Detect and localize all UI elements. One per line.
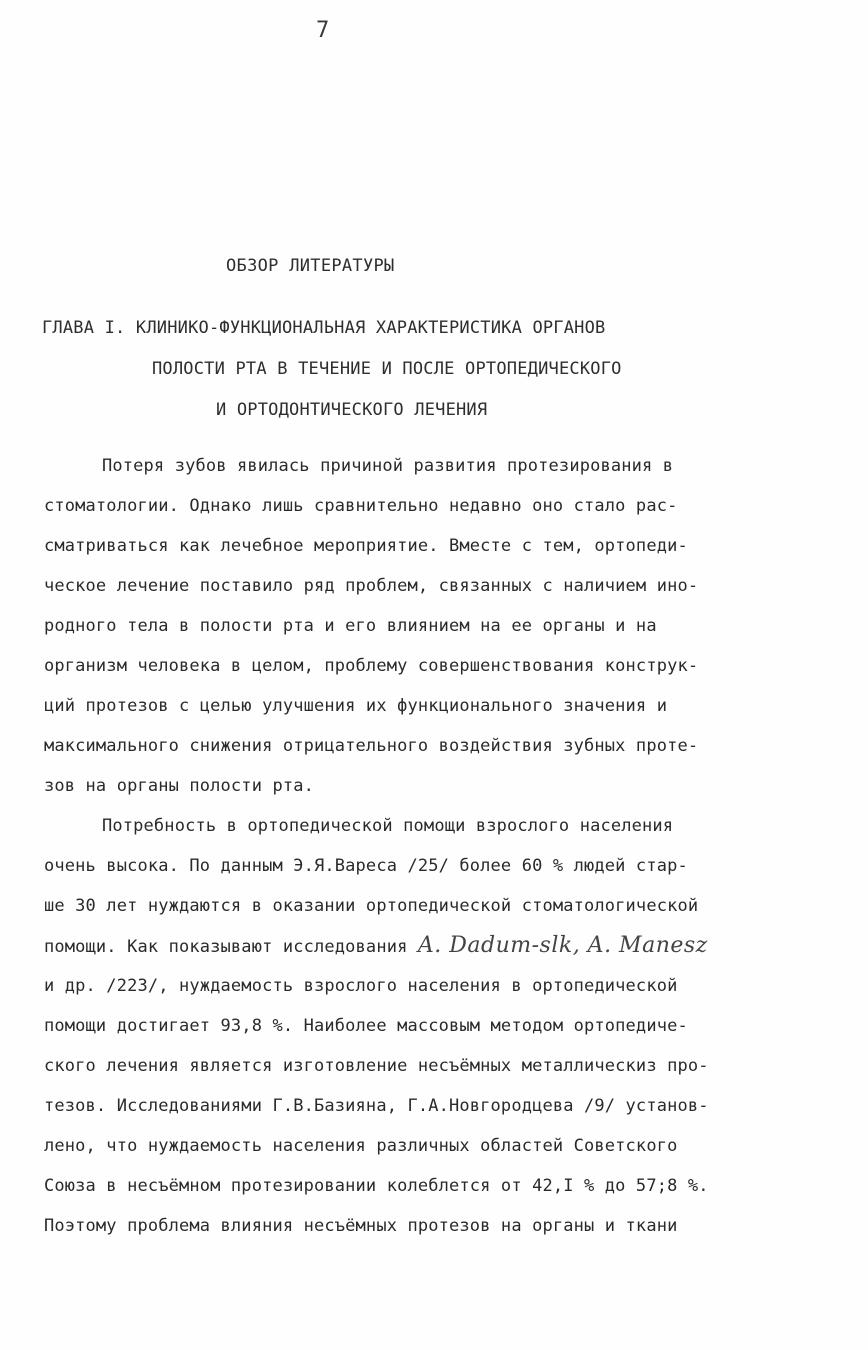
text-line: ше 30 лет нуждаются в оказании ортопедической стоматологической (44, 896, 699, 916)
text-line-with-handwriting (44, 934, 824, 974)
text-line: ческое лечение поставило ряд проблем, связанных с наличием ино- (44, 576, 699, 596)
text-line: лено, что нуждаемость населения различных областей Советского (44, 1136, 678, 1156)
chapter-heading-line-2: ПОЛОСТИ РТА В ТЕЧЕНИЕ И ПОСЛЕ ОРТОПЕДИЧЕСКОГО (152, 359, 622, 379)
body-text (44, 454, 824, 1254)
text-line: максимального снижения отрицательного воздействия зубных проте- (44, 736, 699, 756)
text-line: организм человека в целом, проблему совершенствования конструк- (44, 656, 699, 676)
text-line: ций протезов с целью улучшения их функционального значения и (44, 696, 668, 716)
text-line: ского лечения является изготовление несъёмных металлическиз про- (44, 1056, 709, 1076)
chapter-heading-line-1: ГЛАВА I. КЛИНИКО-ФУНКЦИОНАЛЬНАЯ ХАРАКТЕРИСТИКА ОРГАНОВ (42, 318, 606, 338)
paragraph-2 (44, 814, 824, 1254)
text-line: помощи достигает 93,8 %. Наиболее массовым методом ортопедиче- (44, 1016, 688, 1036)
text-line: стоматологии. Однако лишь сравнительно недавно оно стало рас- (44, 496, 678, 516)
text-line: Союза в несъёмном протезировании колеблется от 42,I % до 57;8 %. (44, 1176, 709, 1196)
chapter-heading-line-3: И ОРТОДОНТИЧЕСКОГО ЛЕЧЕНИЯ (216, 400, 488, 420)
chapter-heading (42, 316, 622, 439)
text-line: Потребность в ортопедической помощи взрослого населения (102, 816, 674, 836)
text-line: Поэтому проблема влияния несъёмных протезов на органы и ткани (44, 1216, 678, 1236)
handwritten-author-names: A. Dadum-slk, A. Manesz (417, 933, 708, 958)
text-line: зов на органы полости рта. (44, 776, 315, 796)
section-title: ОБЗОР ЛИТЕРАТУРЫ (226, 256, 395, 276)
page-number: 7 (316, 18, 330, 43)
text-line: Потеря зубов явилась причиной развития протезирования в (102, 456, 674, 476)
text-line: сматриваться как лечебное мероприятие. Вместе с тем, ортопеди- (44, 536, 688, 556)
text-line: родного тела в полости рта и его влиянием на ее органы и на (44, 616, 657, 636)
typed-text: помощи. Как показывают исследования (44, 937, 418, 957)
text-line: очень высока. По данным Э.Я.Вареса /25/ более 60 % людей стар- (44, 856, 688, 876)
paragraph-1 (44, 454, 824, 814)
text-line: и др. /223/, нуждаемость взрослого населения в ортопедической (44, 976, 678, 996)
text-line: тезов. Исследованиями Г.В.Базияна, Г.А.Новгородцева /9/ установ- (44, 1096, 709, 1116)
